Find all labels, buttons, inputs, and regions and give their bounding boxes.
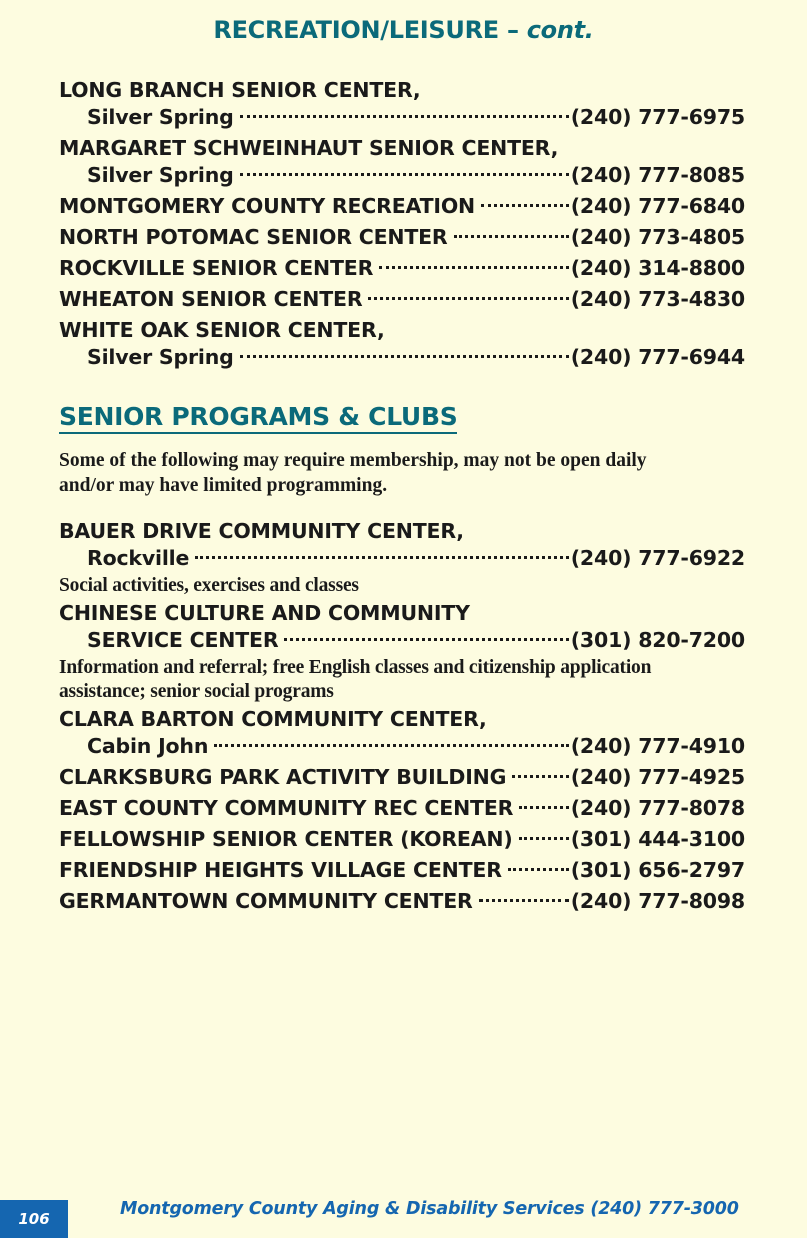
- list-item: [59, 315, 745, 373]
- note-line: Some of the following may require membership, may not be open daily: [59, 450, 647, 471]
- section-note: [59, 448, 745, 498]
- entry-phone: (240) 777-4925: [570, 765, 745, 789]
- list-item: [59, 793, 745, 824]
- list-item: [59, 133, 745, 191]
- section-heading: SENIOR PROGRAMS & CLUBS: [59, 402, 457, 434]
- dot-leader: [519, 837, 569, 840]
- entry-phone: (240) 777-8085: [570, 163, 745, 187]
- entry-location: SERVICE CENTER: [87, 628, 279, 652]
- entry-phone: (240) 777-6840: [570, 194, 745, 218]
- entry-phone: (240) 777-6922: [570, 546, 745, 570]
- recreation-list: [59, 75, 745, 373]
- entry-phone: (240) 777-8078: [570, 796, 745, 820]
- entry-phone: (301) 820-7200: [570, 628, 745, 652]
- entry-description: assistance; senior social programs: [59, 681, 334, 702]
- list-item: [59, 75, 745, 133]
- entry-name: BAUER DRIVE COMMUNITY CENTER,: [59, 519, 464, 543]
- list-item: [59, 284, 745, 315]
- entry-location: Cabin John: [87, 734, 209, 758]
- entry-location: Silver Spring: [87, 345, 234, 369]
- entry-phone: (240) 777-6975: [570, 105, 745, 129]
- entry-phone: (301) 444-3100: [570, 827, 745, 851]
- dot-leader: [519, 806, 569, 809]
- entry-phone: (240) 777-6944: [570, 345, 745, 369]
- dot-leader: [368, 297, 568, 300]
- entry-description: Social activities, exercises and classes: [59, 575, 359, 596]
- entry-name: ROCKVILLE SENIOR CENTER: [59, 256, 374, 280]
- dot-leader: [214, 744, 569, 747]
- entry-name: LONG BRANCH SENIOR CENTER,: [59, 78, 421, 102]
- entry-name: CHINESE CULTURE AND COMMUNITY: [59, 601, 470, 625]
- entry-location: Silver Spring: [87, 163, 234, 187]
- list-item: [59, 253, 745, 284]
- entry-name: CLARKSBURG PARK ACTIVITY BUILDING: [59, 765, 507, 789]
- entry-name: MARGARET SCHWEINHAUT SENIOR CENTER,: [59, 136, 559, 160]
- entry-phone: (240) 777-8098: [570, 889, 745, 913]
- page-number-badge: [0, 1200, 68, 1238]
- dot-leader: [240, 173, 569, 176]
- list-item: [59, 191, 745, 222]
- list-item: [59, 222, 745, 253]
- entry-name: FRIENDSHIP HEIGHTS VILLAGE CENTER: [59, 858, 502, 882]
- entry-name: WHEATON SENIOR CENTER: [59, 287, 363, 311]
- dot-leader: [240, 115, 569, 118]
- dot-leader: [454, 235, 569, 238]
- entry-phone: (240) 773-4830: [570, 287, 745, 311]
- dot-leader: [481, 204, 569, 207]
- entry-name: EAST COUNTY COMMUNITY REC CENTER: [59, 796, 514, 820]
- list-item: [59, 824, 745, 855]
- dot-leader: [284, 638, 568, 641]
- entry-name: NORTH POTOMAC SENIOR CENTER: [59, 225, 448, 249]
- list-item: [59, 886, 745, 917]
- list-item: [59, 598, 745, 704]
- entry-name: FELLOWSHIP SENIOR CENTER (KOREAN): [59, 827, 513, 851]
- dot-leader: [508, 868, 569, 871]
- entry-name: CLARA BARTON COMMUNITY CENTER,: [59, 707, 487, 731]
- entry-phone: (301) 656-2797: [570, 858, 745, 882]
- page-heading-dash: –: [498, 16, 527, 44]
- senior-programs-section: [59, 402, 745, 917]
- entry-location: Silver Spring: [87, 105, 234, 129]
- page-heading-cont: cont.: [526, 16, 594, 44]
- entry-location: Rockville: [87, 546, 190, 570]
- entry-name: GERMANTOWN COMMUNITY CENTER: [59, 889, 473, 913]
- entry-name: MONTGOMERY COUNTY RECREATION: [59, 194, 476, 218]
- dot-leader: [479, 899, 569, 902]
- list-item: [59, 516, 745, 598]
- dot-leader: [379, 266, 569, 269]
- entry-description: Information and referral; free English classes and citizenship application: [59, 657, 652, 678]
- list-item: [59, 762, 745, 793]
- dot-leader: [240, 355, 569, 358]
- entry-phone: (240) 314-8800: [570, 256, 745, 280]
- entry-name: WHITE OAK SENIOR CENTER,: [59, 318, 385, 342]
- list-item: [59, 855, 745, 886]
- dot-leader: [195, 556, 569, 559]
- list-item: [59, 704, 745, 762]
- page-heading: [0, 16, 807, 44]
- page-number: 106: [18, 1210, 50, 1228]
- entry-phone: (240) 777-4910: [570, 734, 745, 758]
- entry-phone: (240) 773-4805: [570, 225, 745, 249]
- dot-leader: [512, 775, 569, 778]
- note-line: and/or may have limited programming.: [59, 475, 388, 496]
- page-heading-title: RECREATION/LEISURE: [213, 16, 499, 44]
- footer-text: Montgomery County Aging & Disability Services (240) 777-3000: [120, 1199, 739, 1219]
- senior-programs-list: [59, 516, 745, 917]
